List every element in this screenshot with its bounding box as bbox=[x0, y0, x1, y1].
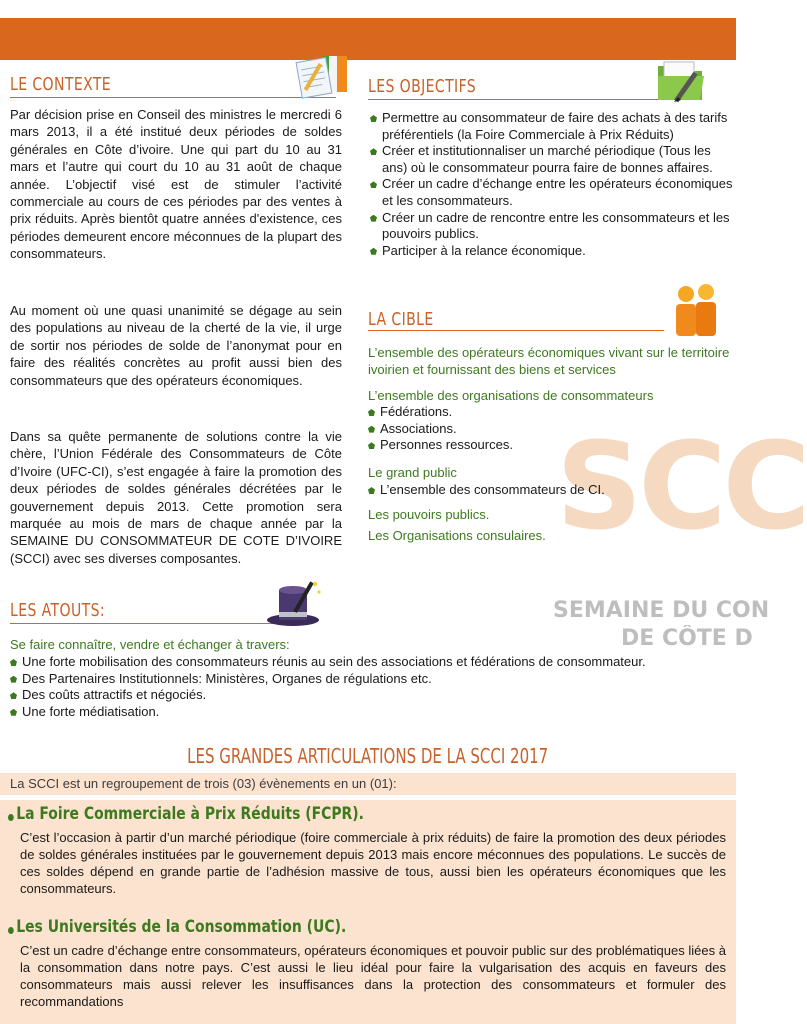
atout-item: Des Partenaires Institutionnels: Ministères, Organes de régulations etc. bbox=[8, 671, 734, 688]
contexte-title: LE CONTEXTE bbox=[10, 74, 112, 95]
fcpr-text: C’est l’occasion à partir d’un marché périodique (foire commerciale à prix réduits) de faire la promotion des deux périodes de soldes générales instituées par le gouvernement depuis 2013 mais encore méconnues des populations. Le succès de ces soldes dépend en grande partie de l’adhésion massive de tous, aussi bien les opérateurs économiques que les consommateurs. bbox=[20, 830, 726, 896]
magic-hat-icon bbox=[263, 578, 327, 633]
contexte-paragraph-1: Par décision prise en Conseil des ministres le mercredi 6 mars 2013, il a été institué deux périodes de soldes générales en Côte d’ivoire. Une qui part du 10 au 31 mars et l’autre qui court du 10 au 31 août de chaque année. L’objectif visé est de stimuler l’activité commerciale au cours de ces périodes par des ventes à prix réduits. Après bientôt quatre années d'existence, ces périodes demeurent encore méconnues de la plupart des consommateurs. bbox=[10, 107, 342, 262]
scc-watermark: SCC bbox=[556, 418, 807, 557]
bullet-icon bbox=[8, 814, 14, 821]
cible-organisations: L’ensemble des organisations de consommateurs bbox=[368, 388, 654, 403]
cible-rule bbox=[368, 330, 664, 331]
objectifs-title: LES OBJECTIFS bbox=[368, 76, 477, 97]
atouts-intro: Se faire connaître, vendre et échanger à travers: bbox=[10, 637, 290, 652]
objectifs-list bbox=[368, 110, 734, 259]
cible-grand-public-item: L’ensemble des consommateurs de CI. bbox=[366, 482, 666, 499]
folder-pencil-icon bbox=[654, 56, 710, 111]
atouts-list bbox=[8, 654, 734, 720]
articulations-title: LES GRANDES ARTICULATIONS DE LA SCCI 2017 bbox=[187, 744, 549, 768]
atout-item: Des coûts attractifs et négociés. bbox=[8, 687, 734, 704]
uc-text: C’est un cadre d’échange entre consommateurs, opérateurs économiques et pouvoir public sur des problématiques liées à la consommation dans notre pays. C’est aussi le lieu idéal pour faire la vulgarisation des acquis en faveurs des consommateurs mais aussi relever les insuffisances dans la protection des consommateurs et formuler des recommandations bbox=[20, 943, 726, 1009]
cible-grand-public-list bbox=[366, 482, 666, 499]
uc-title: Les Universités de la Consommation (UC). bbox=[8, 917, 346, 937]
watermark-line-1: SEMAINE DU CON bbox=[553, 598, 770, 623]
cible-pouvoirs-publics: Les pouvoirs publics. bbox=[368, 507, 490, 522]
objectifs-rule bbox=[368, 99, 658, 100]
header-band bbox=[0, 18, 736, 60]
objectif-item-1: Permettre au consommateur de faire des achats à des tarifs préférentiels (la Foire Commerciale à Prix Réduits) bbox=[368, 110, 734, 143]
cible-grand-public: Le grand public bbox=[368, 465, 457, 480]
cible-org-item: Personnes ressources. bbox=[366, 437, 666, 454]
cible-org-item: Fédérations. bbox=[366, 404, 666, 421]
contexte-paragraph-2: Au moment où une quasi unanimité se dégage au sein des populations au niveau de la cherté de la vie, il urge de sortir nos périodes de solde de l’anonymat pour en faire des réalités concrètes au profit aussi bien des consommateurs que des opérateurs économiques. bbox=[10, 303, 342, 388]
bullet-icon bbox=[8, 927, 14, 934]
contexte-paragraph-3: Dans sa quête permanente de solutions contre la vie chère, l’Union Fédérale des Consommateurs de Côte d’Ivoire (UFC-CI), s’est engagée à faire la promotion des deux périodes de soldes générales décrétées par le gouvernement depuis 2013. Cette promotion sera marquée au mois de mars de chaque année par la SEMAINE DU CONSOMMATEUR DE COTE D’IVOIRE (SCCI) avec ses diverses composantes. bbox=[10, 429, 342, 566]
articulations-intro: La SCCI est un regroupement de trois (03) évènements en un (01): bbox=[10, 776, 397, 791]
cible-org-item: Associations. bbox=[366, 421, 666, 438]
people-icon bbox=[670, 282, 724, 347]
atouts-title: LES ATOUTS: bbox=[10, 600, 106, 621]
cible-title: LA CIBLE bbox=[368, 309, 434, 330]
cible-orgs-list bbox=[366, 404, 666, 454]
cible-organisations-consulaires: Les Organisations consulaires. bbox=[368, 528, 546, 543]
contexte-rule bbox=[10, 97, 336, 98]
cible-operateurs: L’ensemble des opérateurs économiques vivant sur le territoire ivoirien et fournissant des biens et services bbox=[368, 345, 730, 378]
fcpr-title: La Foire Commerciale à Prix Réduits (FCPR). bbox=[8, 804, 364, 824]
objectif-item-3: Créer un cadre d’échange entre les opérateurs économiques et les consommateurs. bbox=[368, 176, 734, 209]
notepad-icon bbox=[293, 52, 351, 105]
objectif-item-4: Créer un cadre de rencontre entre les consommateurs et les pouvoirs publics. bbox=[368, 210, 734, 243]
atout-item: Une forte médiatisation. bbox=[8, 704, 734, 721]
objectif-item-5: Participer à la relance économique. bbox=[368, 243, 734, 260]
atout-item: Une forte mobilisation des consommateurs réunis au sein des associations et fédérations de consommateur. bbox=[8, 654, 734, 671]
watermark-line-2: DE CÔTE D bbox=[621, 626, 753, 651]
objectif-item-2: Créer et institutionnaliser un marché périodique (Tous les ans) où le consommateur pourra faire de bonnes affaires. bbox=[368, 143, 734, 176]
